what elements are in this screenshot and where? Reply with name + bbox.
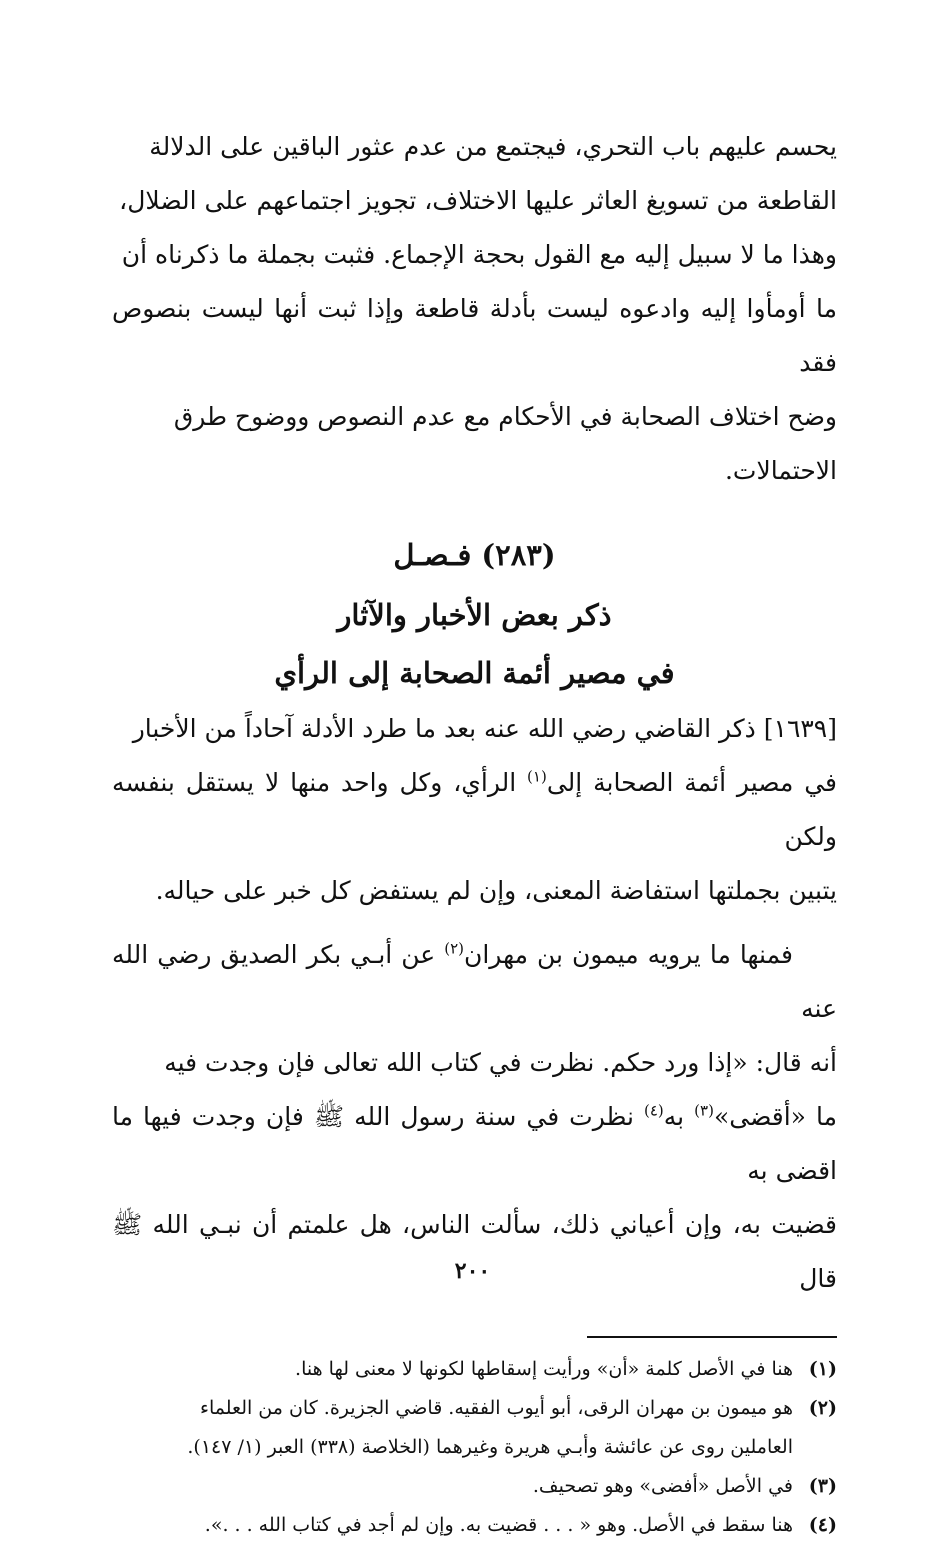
section-subtitle: ذكر بعض الأخبار والآثار <box>337 598 612 632</box>
text-span: فمنها ما يرويه ميمون بن مهران <box>463 940 793 969</box>
text-span: في مصير أئمة الصحابة إلى <box>546 768 837 797</box>
text-line: [١٦٣٩] ذكر القاضي رضي الله عنه بعد ما طرد الأدلة آحاداً من الأخبار <box>132 714 837 743</box>
text-line: وهذا ما لا سبيل إليه مع القول بحجة الإجماع. فثبت بجملة ما ذكرناه أن <box>121 240 837 269</box>
section-subtitle: في مصير أئمة الصحابة إلى الرأي <box>274 656 675 690</box>
footnote-ref-4: (٤) <box>644 1101 664 1120</box>
text-span: نظرت في سنة رسول الله ﷺ فإن وجدت فيها ما اقضى به <box>112 1102 837 1185</box>
text-line <box>112 928 837 1036</box>
text-line: الاحتمالات. <box>724 456 837 485</box>
text-line <box>112 1090 837 1198</box>
text-line: وضح اختلاف الصحابة في الأحكام مع عدم النصوص ووضوح طرق <box>173 402 837 431</box>
footnote-ref-1: (١) <box>527 767 547 786</box>
text-span: به <box>663 1102 695 1131</box>
text-span: الرأي، وكل واحد منها لا يستقل بنفسه ولكن <box>112 768 837 851</box>
page-number: ٢٠٠ <box>454 1258 491 1284</box>
footnote <box>112 1467 837 1506</box>
text-line: يحسم عليهم باب التحري، فيجتمع من عدم عثور الباقين على الدلالة <box>149 132 837 161</box>
footnote-indent <box>793 1428 837 1467</box>
footnote-text: في الأصل «أفضى» وهو تصحيف. <box>532 1475 793 1497</box>
footnote-text: هو ميمون بن مهران الرقى، أبو أيوب الفقيه. قاضي الجزيرة. كان من العلماء <box>200 1397 793 1419</box>
spacer <box>112 918 837 928</box>
section-heading <box>112 524 837 702</box>
top-paragraph <box>112 120 837 498</box>
footnote-number: (٤) <box>808 1514 837 1536</box>
text-line: أنه قال: «إذا ورد حكم. نظرت في كتاب الله تعالى فإن وجدت فيه <box>164 1048 837 1077</box>
footnote-number: (١) <box>808 1358 837 1380</box>
footnote-ref-2: (٢) <box>444 939 464 958</box>
footnote-text: العاملين روى عن عائشة وأبـي هريرة وغيرهما (الخلاصة (٣٣٨) العبر (١/ ١٤٧). <box>187 1436 793 1458</box>
text-span: ما «أقضى» <box>713 1102 837 1131</box>
text-line: قضيت به، وإن أعياني ذلك، سألت الناس، هل علمتم أن نبـي الله ﷺ قال <box>112 1210 837 1293</box>
footnote-text: هنا في الأصل كلمة «أن» ورأيت إسقاطها لكونها لا معنى لها هنا. <box>295 1358 793 1380</box>
text-span: عن أبـي بكر الصديق رضي الله عنه <box>112 940 837 1023</box>
text-line: يتبين بجملتها استفاضة المعنى، وإن لم يستفض كل خبر على حياله. <box>155 876 837 905</box>
text-line: ما أومأوا إليه وادعوه ليست بأدلة قاطعة وإذا ثبت أنها ليست بنصوص فقد <box>112 294 837 377</box>
footnote-text: هنا سقط في الأصل. وهو « . . . قضيت به. وإن لم أجد في كتاب الله . . .». <box>204 1514 793 1536</box>
footnote-number: (٢) <box>808 1397 837 1419</box>
footnote <box>112 1350 837 1389</box>
paragraph-maymun <box>112 928 837 1306</box>
section-title: (٢٨٣) فـصـل <box>393 538 556 572</box>
footnote <box>112 1506 837 1545</box>
footnote-divider <box>587 1336 837 1338</box>
paragraph-1639 <box>112 702 837 918</box>
text-line <box>112 756 837 864</box>
text-line: القاطعة من تسويغ العاثر عليها الاختلاف، تجويز اجتماعهم على الضلال، <box>119 186 837 215</box>
footnote-continuation <box>112 1428 837 1467</box>
footnotes <box>112 1350 837 1545</box>
footnote-number: (٣) <box>808 1475 837 1497</box>
footnote <box>112 1389 837 1428</box>
footnote-ref-3: (٣) <box>694 1101 714 1120</box>
